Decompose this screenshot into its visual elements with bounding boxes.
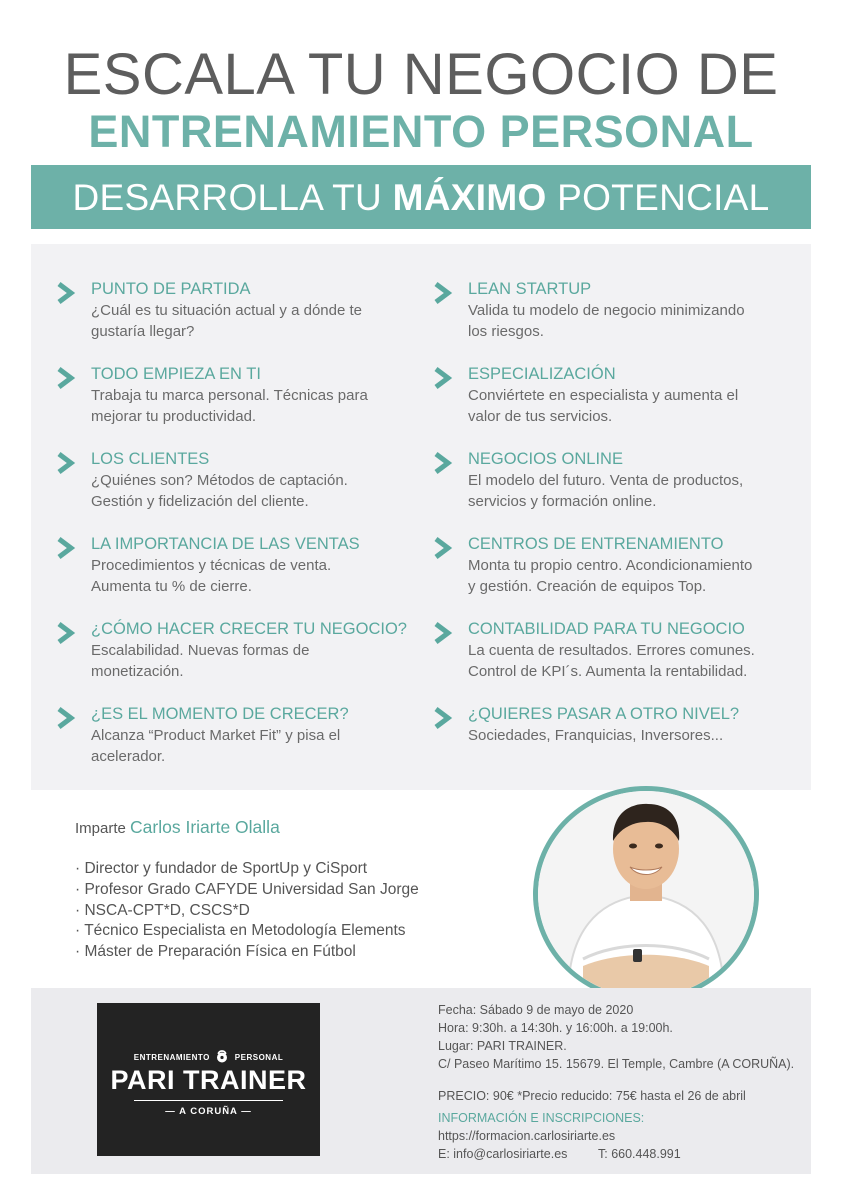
- instructor-heading: [75, 817, 280, 838]
- chevron-right-icon: [56, 281, 76, 305]
- topic-title: PUNTO DE PARTIDA: [91, 280, 251, 298]
- topic-title: ¿QUIERES PASAR A OTRO NIVEL?: [468, 705, 740, 723]
- chevron-right-icon: [433, 621, 453, 645]
- topic-item: [91, 619, 421, 682]
- event-address: C/ Paseo Marítimo 15. 15679. El Temple, Cambre (A CORUÑA).: [438, 1057, 795, 1071]
- event-date: Fecha: Sábado 9 de mayo de 2020: [438, 1003, 634, 1017]
- topic-title: LEAN STARTUP: [468, 280, 592, 298]
- title-line-1: ESCALA TU NEGOCIO DE: [63, 42, 779, 107]
- chevron-right-icon: [433, 536, 453, 560]
- chevron-right-icon: [433, 366, 453, 390]
- chevron-right-icon: [433, 281, 453, 305]
- info-phone: T: 660.448.991: [598, 1147, 681, 1161]
- logo-divider: [134, 1100, 283, 1101]
- credential-item: · Director y fundador de SportUp y CiSport: [75, 860, 368, 877]
- credential-item: · Técnico Especialista en Metodología Elements: [75, 922, 406, 940]
- chevron-right-icon: [433, 706, 453, 730]
- credential-item: · Profesor Grado CAFYDE Universidad San Jorge: [75, 880, 419, 898]
- event-venue: Lugar: PARI TRAINER.: [438, 1039, 567, 1053]
- logo-sub-text: — A CORUÑA —: [165, 1106, 252, 1117]
- instructor-label: Imparte: [75, 820, 131, 837]
- banner-post: POTENCIAL: [546, 177, 770, 218]
- logo-top-right: PERSONAL: [234, 1053, 284, 1062]
- info-email-link[interactable]: E: info@carlosiriarte.es: [438, 1147, 568, 1161]
- topic-desc-line: Conviértete en especialista y aumenta el: [468, 387, 739, 404]
- topic-desc-line: servicios y formación online.: [468, 493, 657, 510]
- topic-desc-line: acelerador.: [91, 748, 166, 765]
- topic-desc-line: Escalabilidad. Nuevas formas de: [91, 642, 310, 659]
- event-price: PRECIO: 90€ *Precio reducido: 75€ hasta el 26 de abril: [438, 1089, 746, 1103]
- chevron-right-icon: [56, 706, 76, 730]
- topic-item: [468, 704, 788, 746]
- topic-title: ¿CÓMO HACER CRECER TU NEGOCIO?: [91, 620, 407, 638]
- topic-title: ¿ES EL MOMENTO DE CRECER?: [91, 705, 349, 723]
- topic-title: NEGOCIOS ONLINE: [468, 450, 623, 468]
- topic-item: [468, 364, 788, 427]
- credential-item: · Máster de Preparación Física en Fútbol: [75, 943, 356, 961]
- pari-trainer-logo: [97, 1003, 320, 1156]
- topic-desc-line: Alcanza “Product Market Fit” y pisa el: [91, 727, 341, 744]
- person-portrait-icon: [538, 791, 754, 997]
- chevron-right-icon: [56, 536, 76, 560]
- instructor-name: Carlos Iriarte Olalla: [130, 817, 280, 837]
- instructor-photo: [533, 786, 759, 1002]
- topic-desc-line: ¿Quiénes son? Métodos de captación.: [91, 472, 348, 489]
- title-line-2: ENTRENAMIENTO PERSONAL: [88, 106, 754, 157]
- topic-desc-line: monetización.: [91, 663, 184, 680]
- topic-item: [468, 449, 788, 512]
- banner-pre: DESARROLLA TU: [72, 177, 393, 218]
- topic-desc-line: valor de tus servicios.: [468, 408, 613, 425]
- chevron-right-icon: [433, 451, 453, 475]
- topic-title: TODO EMPIEZA EN TI: [91, 365, 261, 383]
- topic-item: [468, 619, 788, 682]
- logo-sub-label: A CORUÑA: [179, 1106, 238, 1117]
- kettlebell-icon: [215, 1049, 229, 1063]
- topic-item: [91, 449, 421, 512]
- topic-title: LOS CLIENTES: [91, 450, 210, 468]
- topic-item: [91, 364, 421, 427]
- topic-desc-line: Control de KPI´s. Aumenta la rentabilidad.: [468, 663, 748, 680]
- event-info: [438, 1001, 794, 1163]
- topic-desc-line: Sociedades, Franquicias, Inversores...: [468, 727, 724, 744]
- contact-row: [438, 1145, 794, 1163]
- topic-desc-line: mejorar tu productividad.: [91, 408, 257, 425]
- topic-item: [468, 534, 788, 597]
- banner-bold: MÁXIMO: [392, 177, 547, 218]
- topic-desc-line: Trabaja tu marca personal. Técnicas para: [91, 387, 368, 404]
- topic-title: ESPECIALIZACIÓN: [468, 365, 616, 383]
- topic-title: LA IMPORTANCIA DE LAS VENTAS: [91, 535, 360, 553]
- credentials-list: [75, 859, 419, 963]
- topic-title: CONTABILIDAD PARA TU NEGOCIO: [468, 620, 745, 638]
- topic-item: [91, 279, 421, 342]
- event-time: Hora: 9:30h. a 14:30h. y 16:00h. a 19:00h.: [438, 1021, 673, 1035]
- logo-top-left: ENTRENAMIENTO: [133, 1053, 210, 1062]
- topic-desc-line: y gestión. Creación de equipos Top.: [468, 578, 707, 595]
- topic-desc-line: Gestión y fidelización del cliente.: [91, 493, 309, 510]
- topic-desc-line: Procedimientos y técnicas de venta.: [91, 557, 332, 574]
- chevron-right-icon: [56, 451, 76, 475]
- topic-item: [468, 279, 788, 342]
- info-url-link[interactable]: https://formacion.carlosiriarte.es: [438, 1129, 616, 1143]
- topic-desc-line: Monta tu propio centro. Acondicionamiento: [468, 557, 753, 574]
- chevron-right-icon: [56, 366, 76, 390]
- info-heading: INFORMACIÓN E INSCRIPCIONES:: [438, 1111, 645, 1125]
- topic-desc-line: Valida tu modelo de negocio minimizando: [468, 302, 745, 319]
- topic-item: [91, 534, 421, 597]
- topic-item: [91, 704, 421, 767]
- topic-desc-line: Aumenta tu % de cierre.: [91, 578, 252, 595]
- chevron-right-icon: [56, 621, 76, 645]
- topic-desc-line: La cuenta de resultados. Errores comunes.: [468, 642, 755, 659]
- subtitle-banner: [31, 165, 811, 229]
- topic-desc-line: los riesgos.: [468, 323, 544, 340]
- topic-desc-line: ¿Cuál es tu situación actual y a dónde te: [91, 302, 362, 319]
- topic-desc-line: gustaría llegar?: [91, 323, 195, 340]
- credential-item: · NSCA-CPT*D, CSCS*D: [75, 901, 250, 919]
- logo-top-row: [97, 1049, 320, 1063]
- topic-desc-line: El modelo del futuro. Venta de productos,: [468, 472, 744, 489]
- topic-title: CENTROS DE ENTRENAMIENTO: [468, 535, 724, 553]
- logo-main-text: PARI TRAINER: [110, 1065, 307, 1095]
